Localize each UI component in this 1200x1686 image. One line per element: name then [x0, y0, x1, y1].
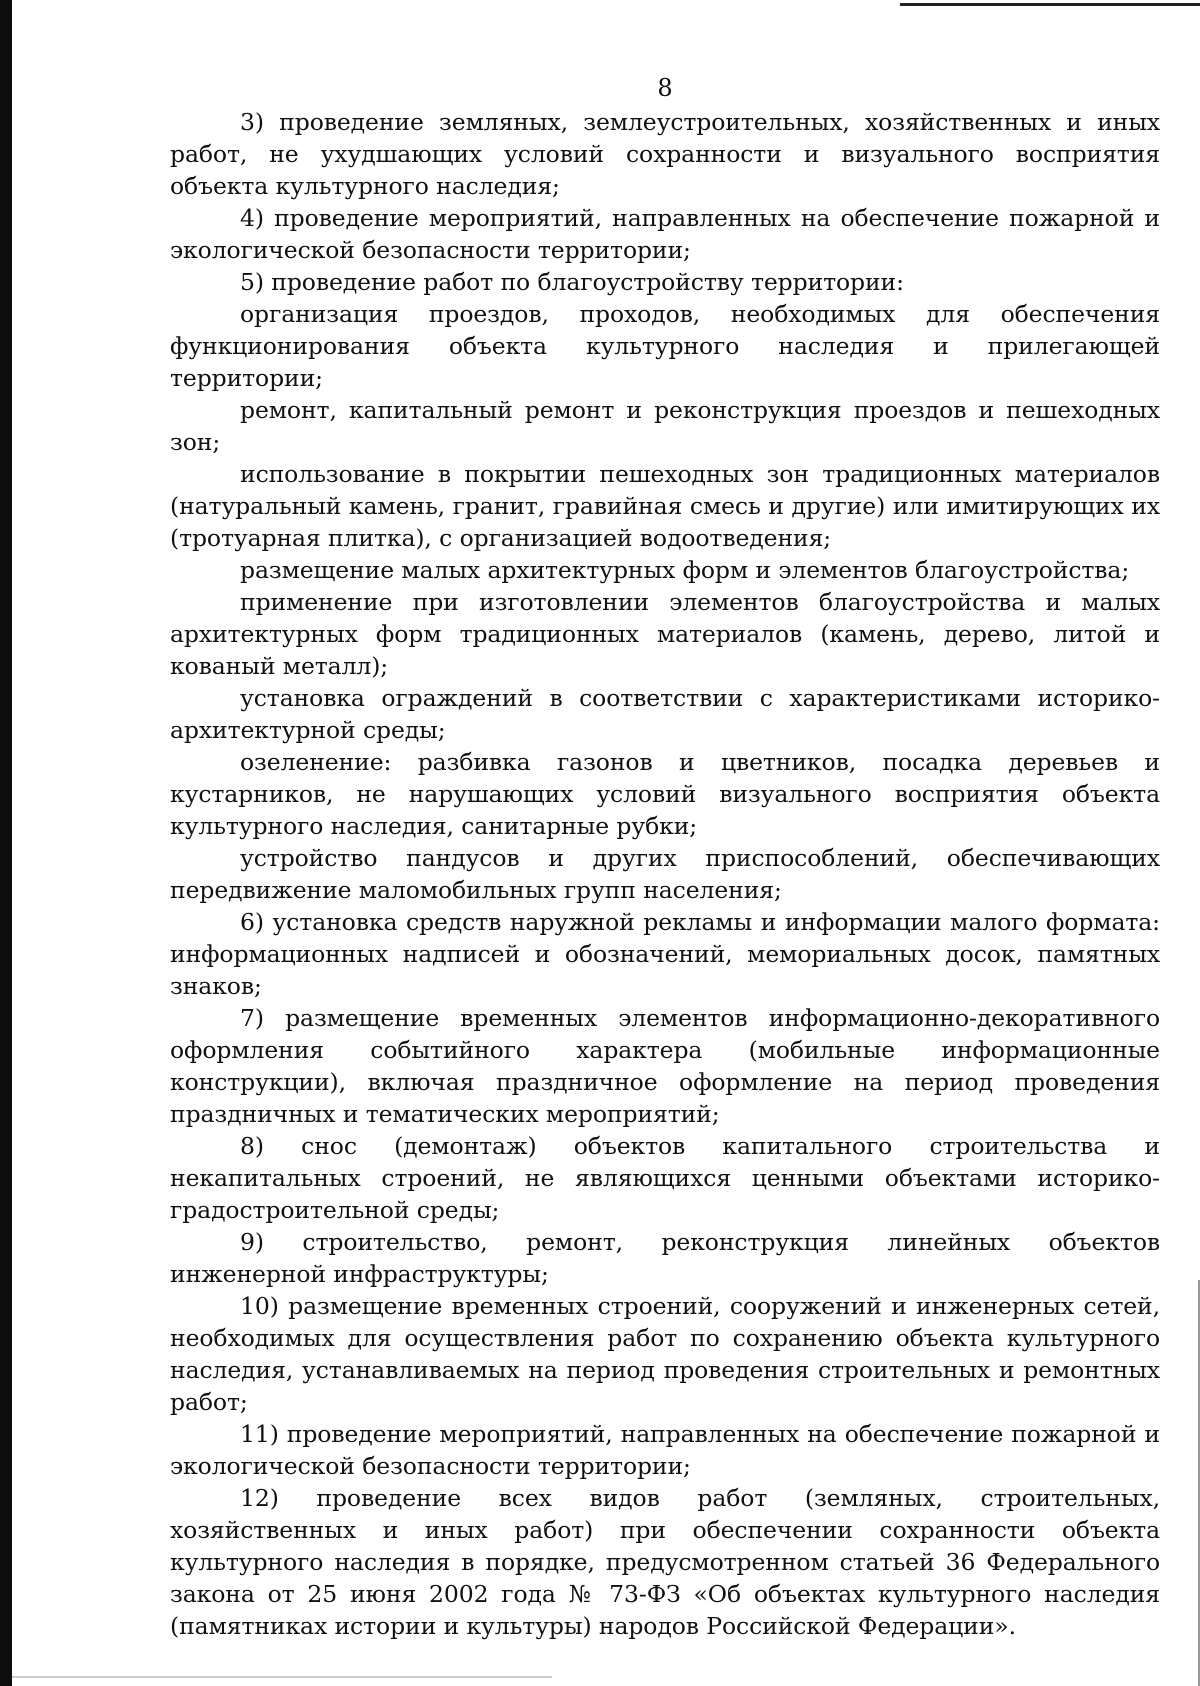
- paragraph-item-8: 8) снос (демонтаж) объектов капитального строительства и некапитальных строений, не являющихся ценными объектами историко-градостроительной среды;: [170, 1132, 1160, 1224]
- page-number: 8: [657, 74, 673, 102]
- paragraph-item-10: 10) размещение временных строений, сооружений и инженерных сетей, необходимых для осуществления работ по сохранению объекта культурного наследия, устанавливаемых на период проведения строительных и ремонтных работ;: [170, 1292, 1160, 1416]
- paragraph-subitem: ремонт, капитальный ремонт и реконструкция проездов и пешеходных зон;: [170, 396, 1160, 456]
- paragraph-subitem: применение при изготовлении элементов благоустройства и малых архитектурных форм традиционных материалов (камень, дерево, литой и кованый металл);: [170, 588, 1160, 680]
- paragraph-subitem: размещение малых архитектурных форм и элементов благоустройства;: [240, 556, 1130, 584]
- paragraph-subitem: использование в покрытии пешеходных зон традиционных материалов (натуральный камень, гранит, гравийная смесь и другие) или имитирующих их (тротуарная плитка), с организацией водоотведения;: [170, 460, 1160, 552]
- paragraph-item-11: 11) проведение мероприятий, направленных на обеспечение пожарной и экологической безопасности территории;: [170, 1420, 1160, 1480]
- scan-edge-left: [0, 0, 12, 1686]
- scan-edge-bottom: [12, 1676, 552, 1678]
- paragraph-subitem: организация проездов, проходов, необходимых для обеспечения функционирования объекта культурного наследия и прилегающей территории;: [170, 300, 1160, 392]
- document-page: [170, 70, 1160, 1642]
- scan-edge-top: [900, 3, 1200, 6]
- paragraph-subitem: озеленение: разбивка газонов и цветников, посадка деревьев и кустарников, не нарушающих условий визуального восприятия объекта культурного наследия, санитарные рубки;: [170, 748, 1160, 840]
- paragraph-item-3: 3) проведение земляных, землеустроительных, хозяйственных и иных работ, не ухудшающих условий сохранности и визуального восприятия объекта культурного наследия;: [170, 108, 1160, 200]
- paragraph-subitem: установка ограждений в соответствии с характеристиками историко-архитектурной среды;: [170, 684, 1160, 744]
- paragraph-item-5: 5) проведение работ по благоустройству территории:: [240, 268, 904, 296]
- paragraph-item-4: 4) проведение мероприятий, направленных на обеспечение пожарной и экологической безопасности территории;: [170, 204, 1160, 264]
- paragraph-item-9: 9) строительство, ремонт, реконструкция линейных объектов инженерной инфраструктуры;: [170, 1228, 1160, 1288]
- paragraph-subitem: устройство пандусов и других приспособлений, обеспечивающих передвижение маломобильных групп населения;: [170, 844, 1160, 904]
- paragraph-item-12: 12) проведение всех видов работ (земляных, строительных, хозяйственных и иных работ) при обеспечении сохранности объекта культурного наследия в порядке, предусмотренном статьей 36 Федерального закона от 25 июня 2002 года № 73-ФЗ «Об объектах культурного наследия (памятниках истории и культуры) народов Российской Федерации».: [170, 1484, 1160, 1640]
- paragraph-item-6: 6) установка средств наружной рекламы и информации малого формата: информационных надписей и обозначений, мемориальных досок, памятных знаков;: [170, 908, 1160, 1000]
- paragraph-item-7: 7) размещение временных элементов информационно-декоративного оформления событийного характера (мобильные информационные конструкции), включая праздничное оформление на период проведения праздничных и тематических мероприятий;: [170, 1004, 1160, 1128]
- document-body: [170, 106, 1160, 1642]
